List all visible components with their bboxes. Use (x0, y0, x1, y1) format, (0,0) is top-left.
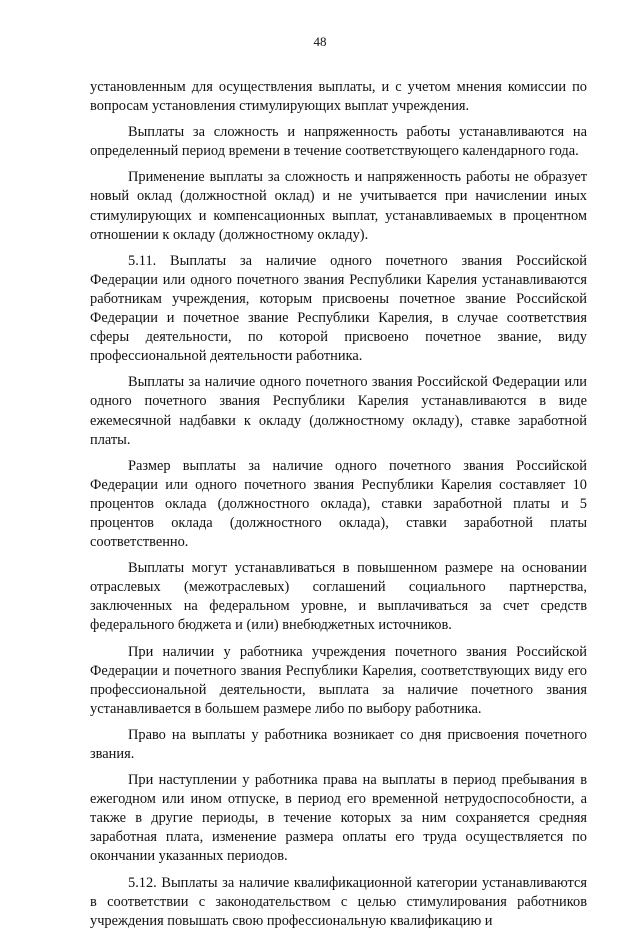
paragraph: Выплаты за сложность и напряженность работы устанавливаются на определенный период времени в течение соответствующего календарного года. (90, 124, 587, 160)
paragraph: Выплаты могут устанавливаться в повышенном размере на основании отраслевых (межотраслевых) соглашений социального партнерства, заключенных на федеральном уровне, и выплачиваться за счет средств федерального бюджета и (или) внебюджетных источников. (90, 560, 587, 634)
paragraph: Выплаты за наличие одного почетного звания Российской Федерации или одного почетного звания Республики Карелия устанавливаются в виде ежемесячной надбавки к окладу (должностному окладу), ставке заработной платы. (90, 374, 587, 448)
paragraph: Право на выплаты у работника возникает со дня присвоения почетного звания. (90, 726, 587, 762)
paragraph: При наступлении у работника права на выплаты в период пребывания в ежегодном или ином отпуске, в период его временной нетрудоспособности, а также в другие периоды, в течение которых за ним сохраняется средняя заработная плата, изменение размера оплаты его труда осуществляется по окончании указанных периодов. (90, 772, 587, 865)
paragraph: Размер выплаты за наличие одного почетного звания Российской Федерации или одного почетного звания Республики Карелия составляет 10 процентов оклада (должностного оклада), ставки заработной платы и 5 процентов оклада (должностного оклада), ставки заработной платы соответственно. (90, 457, 587, 551)
page-number: 48 (313, 34, 327, 49)
document-body (90, 78, 587, 938)
paragraph-section-5-12: 5.12. Выплаты за наличие квалификационной категории устанавливаются в соответствии с законодательством с целью стимулирования работников учреждения повышать свою профессиональную квалификацию и (90, 874, 587, 929)
paragraph-section-5-11: 5.11. Выплаты за наличие одного почетного звания Российской Федерации или одного почетного звания Республики Карелия устанавливаются работникам учреждения, которым присвоены почетное звание Российской Федерации и почетное звание Республики Карелия, в случае соответствия сферы деятельности, по которой присвоено почетное звание, виду профессиональной деятельности работника. (90, 252, 587, 365)
paragraph-continued: установленным для осуществления выплаты, и с учетом мнения комиссии по вопросам установления стимулирующих выплат учреждения. (90, 79, 587, 115)
paragraph: При наличии у работника учреждения почетного звания Российской Федерации и почетного звания Республики Карелия, соответствующих виду его профессиональной деятельности, выплата за наличие почетного звания устанавливается в большем размере либо по выбору работника. (90, 643, 587, 717)
paragraph: Применение выплаты за сложность и напряженность работы не образует новый оклад (должностной оклад) и не учитывается при начислении иных стимулирующих и компенсационных выплат, устанавливаемых в процентном отношении к окладу (должностному окладу). (90, 169, 587, 243)
